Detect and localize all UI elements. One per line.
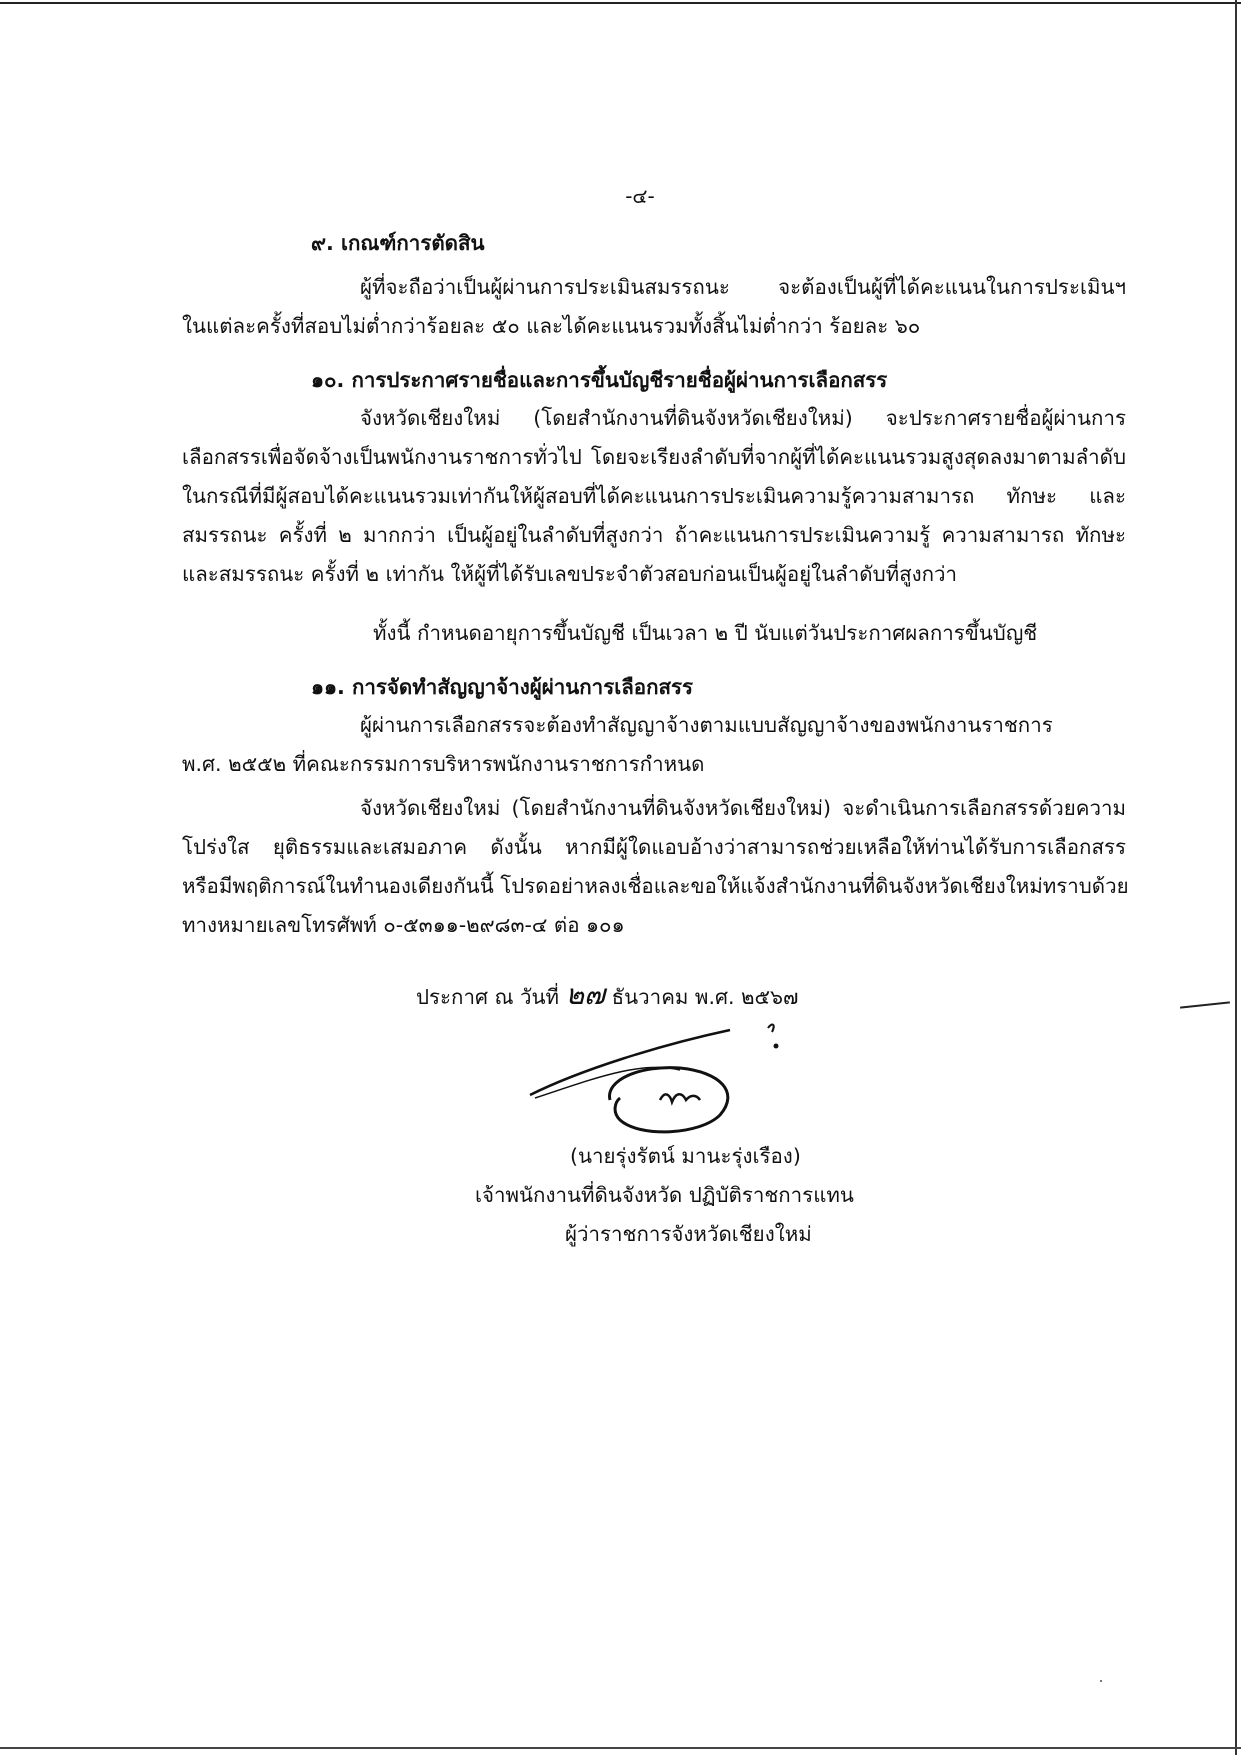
- section10-line-5: และสมรรถนะ ครั้งที่ ๒ เท่ากัน ให้ผู้ที่ได้รับเลขประจำตัวสอบก่อนเป็นผู้อยู่ในลำดับที่สูงกว่า: [182, 562, 958, 586]
- section9-heading: ๙. เกณฑ์การตัดสิน: [311, 231, 485, 255]
- section10-line-3: ในกรณีที่มีผู้สอบได้คะแนนรวมเท่ากันให้ผู้สอบที่ได้คะแนนการประเมินความรู้ความสามารถ ทักษะ และ: [182, 484, 1126, 508]
- section10-note: ทั้งนี้ กำหนดอายุการขึ้นบัญชี เป็นเวลา ๒ ปี นับแต่วันประกาศผลการขึ้นบัญชี: [373, 621, 1038, 645]
- closing-line-2: โปร่งใส ยุติธรรมและเสมอภาค ดังนั้น หากมีผู้ใดแอบอ้างว่าสามารถช่วยเหลือให้ท่านได้รับการเลือกสรร: [182, 835, 1126, 859]
- signatory-office: ผู้ว่าราชการจังหวัดเชียงใหม่: [565, 1222, 812, 1246]
- section10-line-4: สมรรถนะ ครั้งที่ ๒ มากกว่า เป็นผู้อยู่ในลำดับที่สูงกว่า ถ้าคะแนนการประเมินความรู้ ความสามารถ ทักษะ: [182, 523, 1126, 547]
- closing-line-4: ทางหมายเลขโทรศัพท์ ๐-๕๓๑๑-๒๙๘๓-๔ ต่อ ๑๐๑: [182, 913, 625, 937]
- announcement-prefix: ประกาศ ณ วันที่: [416, 985, 560, 1009]
- section11-heading: ๑๑. การจัดทำสัญญาจ้างผู้ผ่านการเลือกสรร: [311, 675, 694, 699]
- section10-line-2: เลือกสรรเพื่อจัดจ้างเป็นพนักงานราชการทั่วไป โดยจะเรียงลำดับที่จากผู้ที่ได้คะแนนรวมสูงสุดลงมาตามลำดับ: [182, 445, 1126, 469]
- scan-speck: [1100, 1680, 1102, 1682]
- margin-pen-mark: [1180, 1001, 1230, 1008]
- scan-edge-bottom: [0, 1747, 1241, 1749]
- signatory-position: เจ้าพนักงานที่ดินจังหวัด ปฏิบัติราชการแทน: [475, 1183, 854, 1207]
- closing-line-3: หรือมีพฤติการณ์ในทำนองเดียงกันนี้ โปรดอย่าหลงเชื่อและขอให้แจ้งสำนักงานที่ดินจังหวัดเชียงใหม่ทราบด้วย: [182, 874, 1129, 898]
- closing-line-1: จังหวัดเชียงใหม่ (โดยสำนักงานที่ดินจังหวัดเชียงใหม่) จะดำเนินการเลือกสรรด้วยความ: [360, 796, 1126, 820]
- section10-heading: ๑๐. การประกาศรายชื่อและการขึ้นบัญชีรายชื่อผู้ผ่านการเลือกสรร: [311, 368, 888, 392]
- announcement-day: ๒๗: [565, 978, 606, 1011]
- signature-image: [520, 1000, 790, 1140]
- scan-edge-right: [1235, 0, 1237, 1755]
- section11-line-1: ผู้ผ่านการเลือกสรรจะต้องทำสัญญาจ้างตามแบบสัญญาจ้างของพนักงานราชการ: [360, 713, 1053, 737]
- page-number: -๔-: [625, 184, 655, 208]
- announcement-suffix: ธันวาคม พ.ศ. ๒๕๖๗: [611, 985, 799, 1009]
- section9-line-1: ผู้ที่จะถือว่าเป็นผู้ผ่านการประเมินสมรรถนะ จะต้องเป็นผู้ที่ได้คะแนนในการประเมินฯ: [360, 275, 1126, 299]
- scan-edge-top: [0, 2, 1241, 4]
- signatory-name: (นายรุ่งรัตน์ มานะรุ่งเรือง): [570, 1144, 801, 1168]
- section11-line-2: พ.ศ. ๒๕๕๒ ที่คณะกรรมการบริหารพนักงานราชการกำหนด: [182, 752, 705, 776]
- section10-line-1: จังหวัดเชียงใหม่ (โดยสำนักงานที่ดินจังหวัดเชียงใหม่) จะประกาศรายชื่อผู้ผ่านการ: [360, 406, 1126, 430]
- section9-line-2: ในแต่ละครั้งที่สอบไม่ต่ำกว่าร้อยละ ๕๐ และได้คะแนนรวมทั้งสิ้นไม่ต่ำกว่า ร้อยละ ๖๐: [182, 314, 921, 338]
